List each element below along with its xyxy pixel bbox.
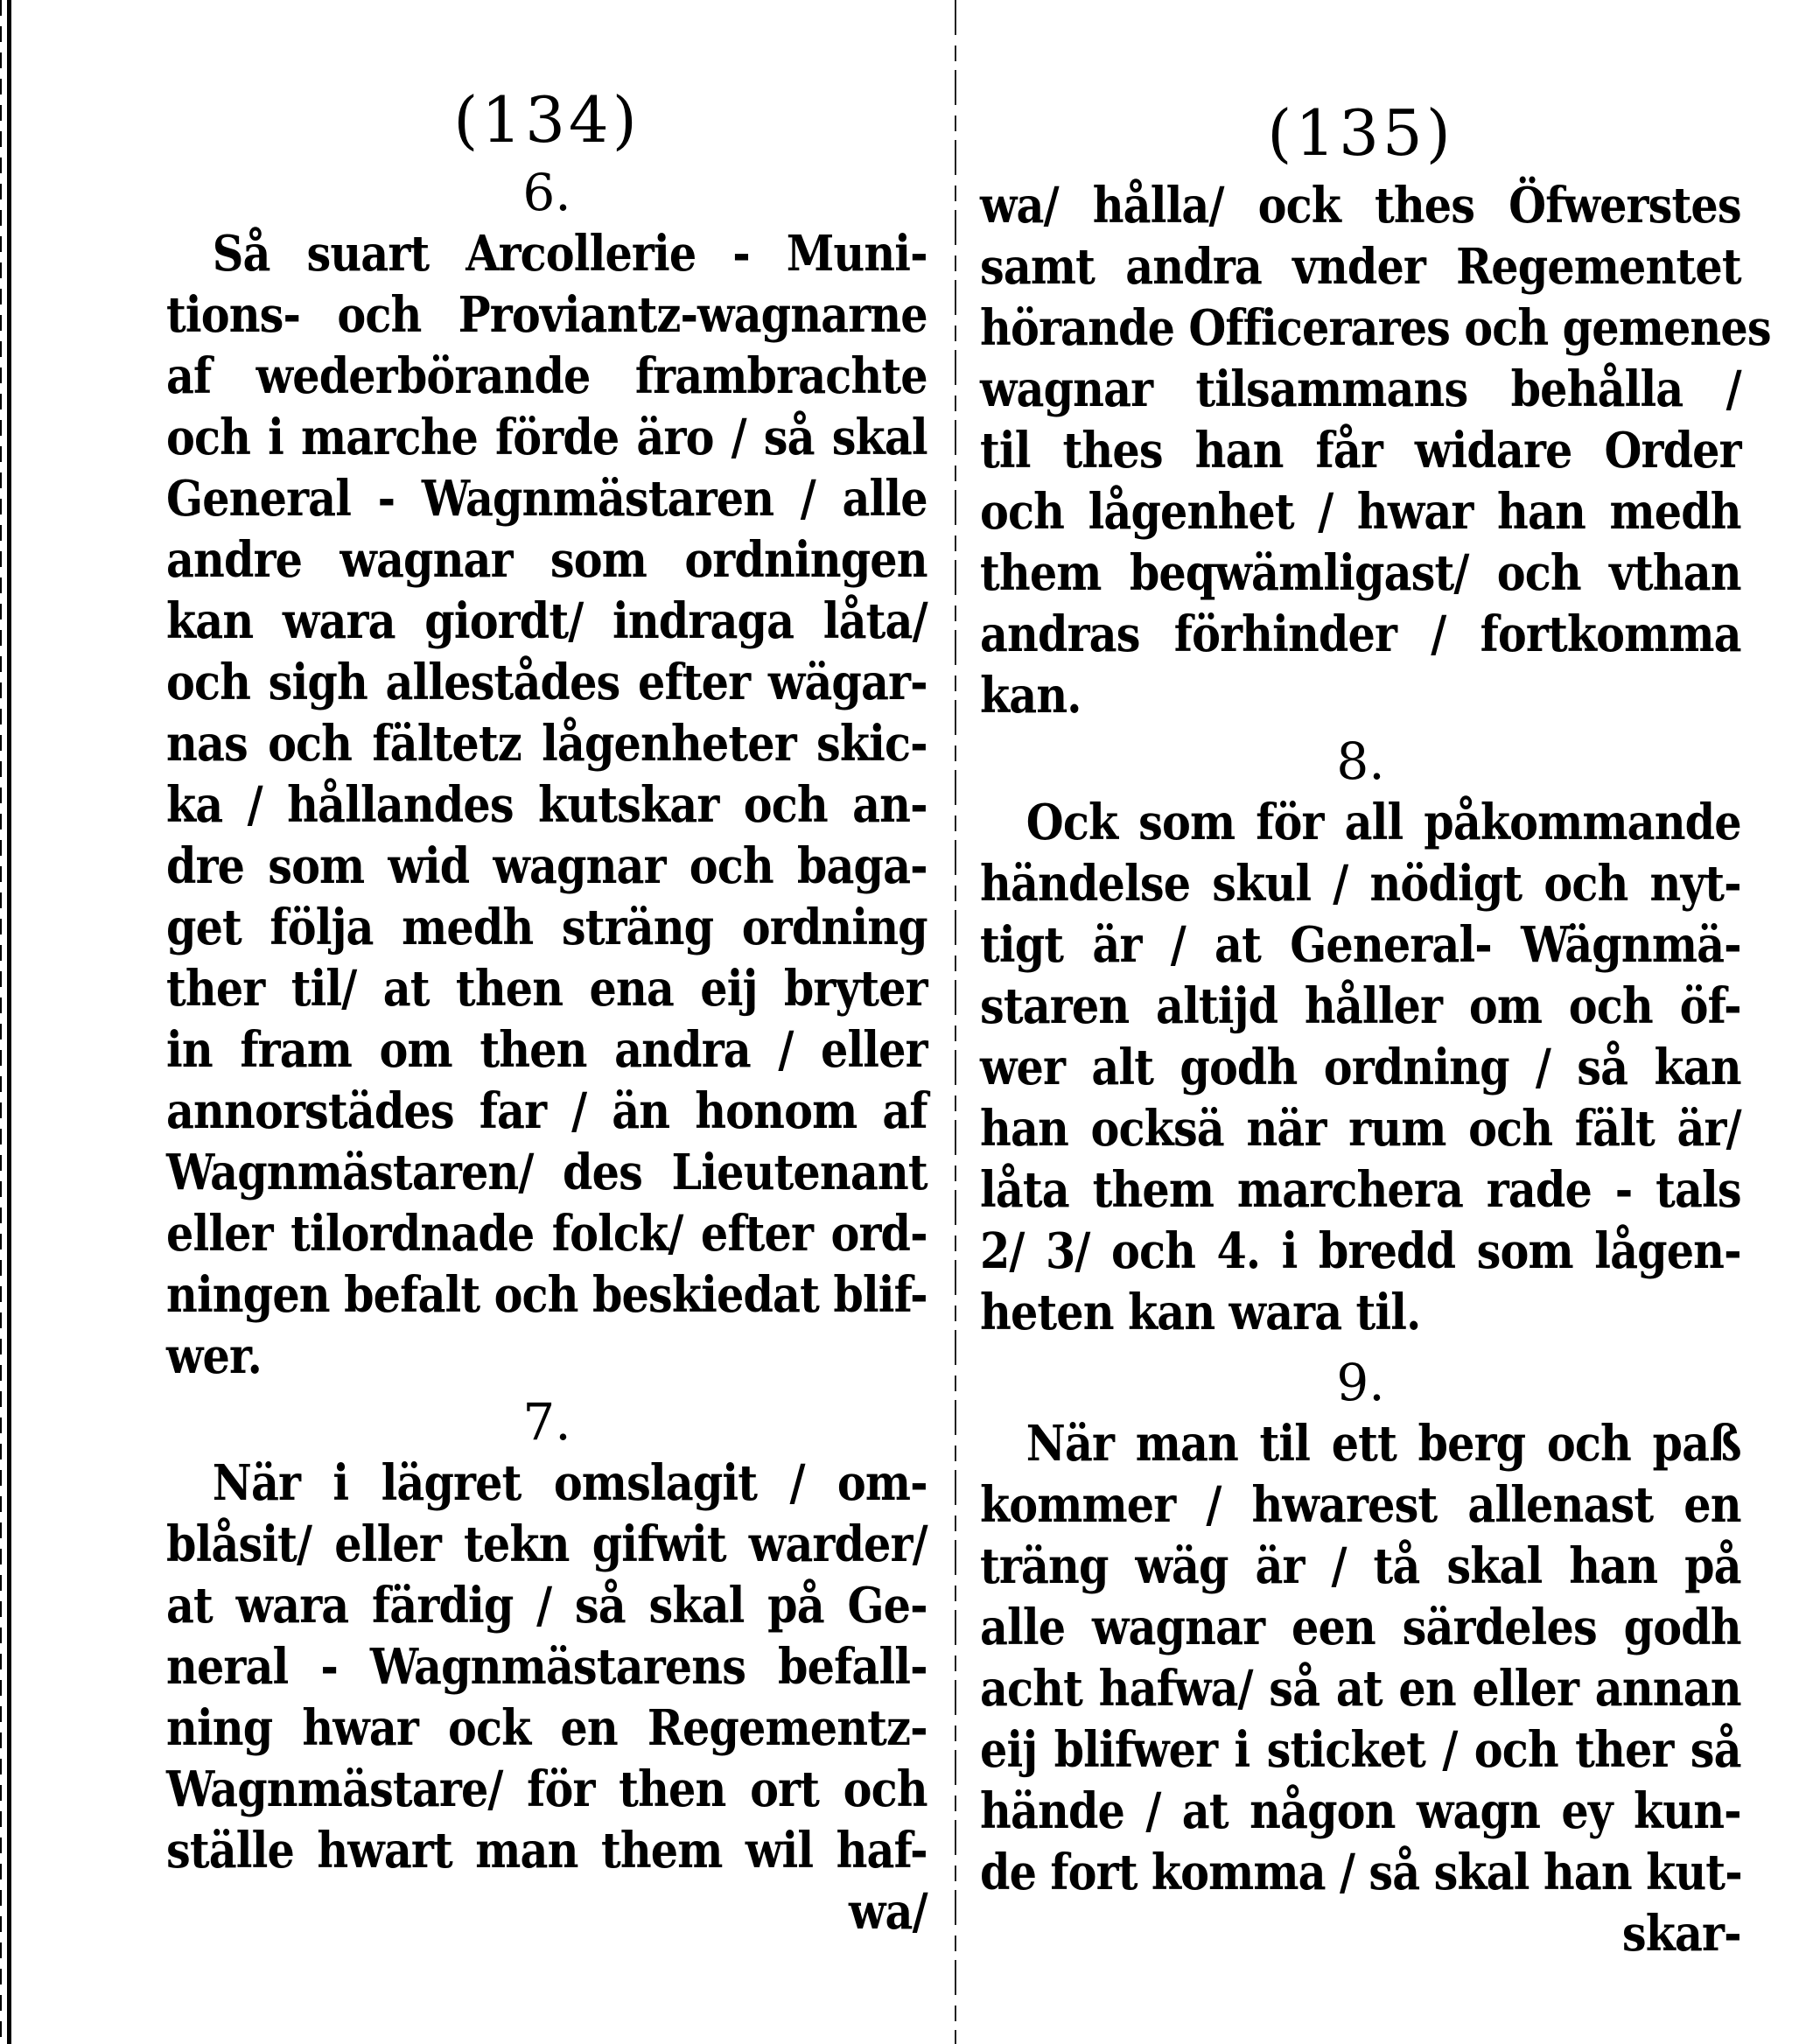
page-body-section-8 xyxy=(980,731,1741,1343)
page-number: (135) xyxy=(1267,96,1454,170)
text-line: eller tilordnade folck/ efter ord- xyxy=(166,1205,928,1263)
text-line: låta them marchera rade - tals xyxy=(980,1161,1741,1219)
catchword: skar- xyxy=(1621,1905,1741,1963)
text-line: eij blifwer i sticket / och ther så xyxy=(980,1721,1741,1779)
text-line: til thes han får widare Order xyxy=(980,422,1741,480)
text-line: wer alt godh ordning / så kan xyxy=(980,1039,1741,1096)
text-line: och sigh allestådes efter wägar- xyxy=(166,654,928,711)
page-number: (134) xyxy=(453,83,640,157)
book-gutter xyxy=(955,0,956,2044)
section-number: 8. xyxy=(1336,732,1385,791)
text-line: de fort komma / så skal han kut- xyxy=(980,1844,1742,1901)
text-line: och i marche förde äro / så skal xyxy=(166,409,928,466)
text-line: wagnar tilsammans behålla / xyxy=(980,360,1741,418)
left-page xyxy=(166,0,928,2044)
text-line: in fram om then andra / eller xyxy=(166,1021,928,1079)
text-line: Ock som för all påkommande xyxy=(1026,794,1741,851)
page-edge-line xyxy=(7,0,11,2044)
text-line: han ocksä när rum och fält är/ xyxy=(980,1100,1741,1158)
text-line: hände / at någon wagn ey kun- xyxy=(980,1782,1741,1840)
text-line: dre som wid wagnar och baga- xyxy=(166,837,928,895)
text-line: samt andra vnder Regementet xyxy=(980,238,1741,296)
text-line: alle wagnar een särdeles godh xyxy=(980,1599,1741,1656)
text-line: ning hwar ock en Regementz- xyxy=(166,1699,928,1757)
text-line: wa/ hålla/ ock thes Öfwerstes xyxy=(980,177,1741,234)
text-line: heten kan wara til. xyxy=(980,1284,1421,1341)
section-number: 7. xyxy=(522,1392,571,1452)
text-line: acht hafwa/ så at en eller annan xyxy=(980,1660,1741,1718)
text-line: staren altijd håller om och öf- xyxy=(980,977,1741,1035)
page-body-section-7 xyxy=(166,1391,928,1942)
page-body xyxy=(980,175,1771,726)
text-line: get följa medh sträng ordning xyxy=(166,899,928,956)
scan-edge-shadow xyxy=(0,0,2,2044)
catchword: wa/ xyxy=(848,1883,928,1941)
text-line: nas och fältetz lågenheter skic- xyxy=(166,715,928,773)
text-line: 2/ 3/ och 4. i bredd som lågen- xyxy=(980,1222,1741,1280)
text-line: När i lägret omslagit / om- xyxy=(212,1454,928,1512)
text-line: träng wäg är / tå skal han på xyxy=(980,1537,1741,1595)
text-line: tions- och Proviantz-wagnarne xyxy=(166,286,928,344)
text-line: kan wara giordt/ indraga låta/ xyxy=(166,592,928,650)
text-line: händelse skul / nödigt och nyt- xyxy=(980,855,1741,913)
page-body-section-9 xyxy=(980,1352,1741,1964)
text-line: Wagnmästaren/ des Lieutenant xyxy=(166,1144,928,1201)
text-line: kan. xyxy=(980,667,1082,724)
section-number: 9. xyxy=(1336,1353,1385,1412)
text-line: af wederbörande frambrachte xyxy=(166,347,928,405)
text-line: ka / hållandes kutskar och an- xyxy=(166,776,928,834)
page-body xyxy=(166,162,928,1387)
text-line: När man til ett berg och paß xyxy=(1026,1415,1741,1473)
text-line: Så suart Arcollerie - Muni- xyxy=(212,225,928,283)
text-line: at wara färdig / så skal på Ge- xyxy=(166,1577,928,1634)
text-line: ther til/ at then ena eij bryter xyxy=(166,960,928,1018)
text-line: kommer / hwarest allenast en xyxy=(980,1476,1741,1534)
right-page xyxy=(980,0,1771,2044)
text-line: General - Wagnmästaren / alle xyxy=(166,470,928,528)
text-line: och lågenhet / hwar han medh xyxy=(980,483,1741,541)
text-line: ställe hwart man them wil haf- xyxy=(166,1822,928,1880)
text-line: tigt är / at General- Wägnmä- xyxy=(980,916,1741,974)
text-line: andras förhinder / fortkomma xyxy=(980,606,1741,663)
text-line: ningen befalt och beskiedat blif- xyxy=(166,1266,928,1324)
text-line: andre wagnar som ordningen xyxy=(166,531,928,589)
text-line: them beqwämligast/ och vthan xyxy=(980,544,1741,602)
section-number: 6. xyxy=(522,163,571,222)
text-line: hörande Officerares och gemenes xyxy=(980,299,1771,357)
text-line: annorstädes far / än honom af xyxy=(166,1082,928,1140)
text-line: neral - Wagnmästarens befall- xyxy=(166,1638,928,1696)
text-line: wer. xyxy=(166,1327,262,1385)
text-line: Wagnmästare/ för then ort och xyxy=(166,1760,928,1818)
text-line: blåsit/ eller tekn gifwit warder/ xyxy=(166,1516,928,1573)
